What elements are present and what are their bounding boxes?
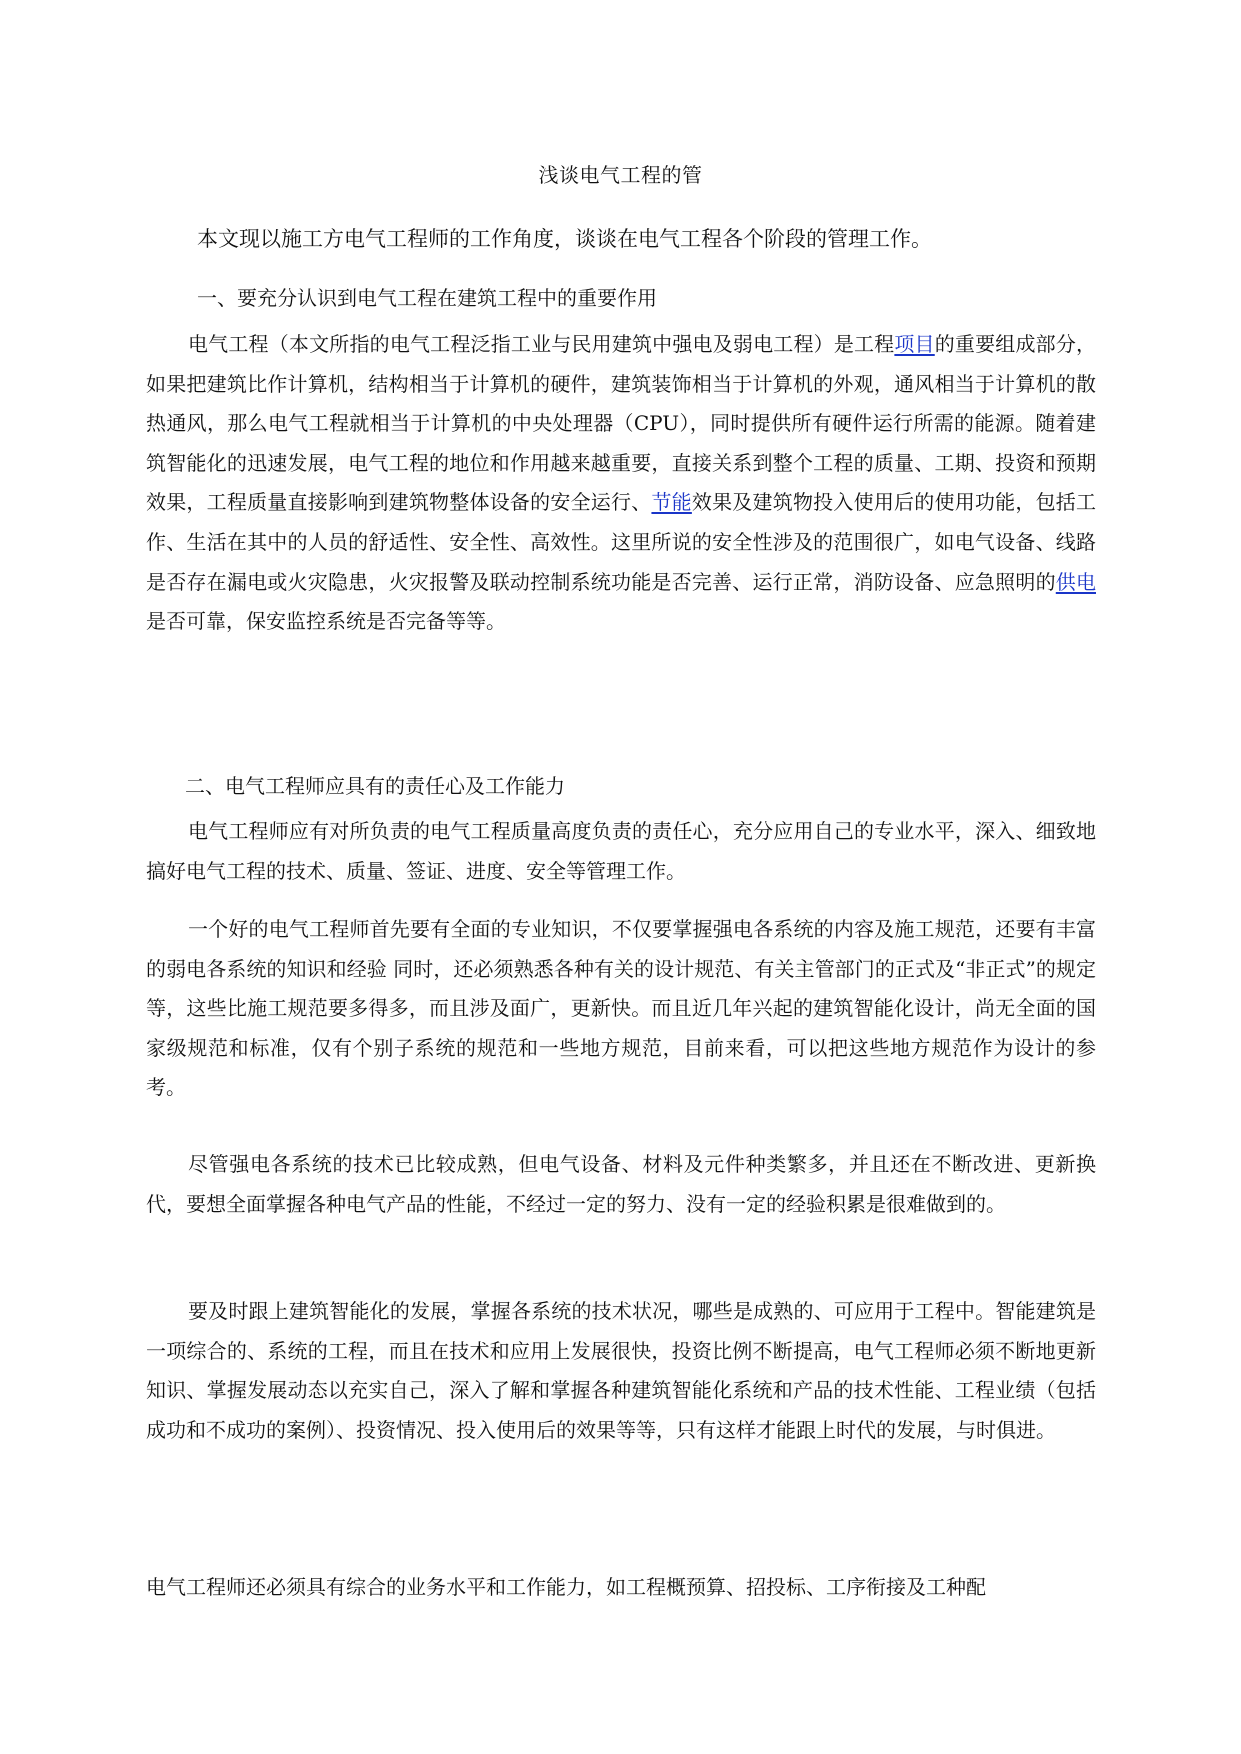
paragraph-importance xyxy=(146,325,1096,642)
paragraph-comprehensive-skills: 电气工程师还必须具有综合的业务水平和工作能力，如工程概预算、招投标、工序衔接及工种配 xyxy=(146,1575,986,1599)
document-title: 浅谈电气工程的管 xyxy=(538,163,703,187)
paragraph-equipment: 尽管强电各系统的技术已比较成熟，但电气设备、材料及元件种类繁多，并且还在不断改进、更新换代，要想全面掌握各种电气产品的性能，不经过一定的努力、没有一定的经验积累是很难做到的。 xyxy=(146,1152,1096,1216)
paragraph-text: 电气工程（本文所指的电气工程泛指工业与民用建筑中强电及弱电工程）是工程 xyxy=(188,332,895,356)
section-heading-1: 一、要充分认识到电气工程在建筑工程中的重要作用 xyxy=(197,286,657,310)
paragraph-text: 的重要组成部分，如果把建筑比作计算机，结构相当于计算机的硬件，建筑装饰相当于计算机的外观，通风相当于计算机的散热通风，那么电气工程就相当于计算机的中央处理器（CPU），同时提供所有硬件运行所需的能源。随着建筑智能化的迅速发展，电气工程的地位和作用越来越重要，直接关系到整个工程的质量、工期、投资和预期效果，工程质量直接影响到建筑物整体设备的安全运行、 xyxy=(146,332,1097,515)
paragraph-text: 效果及建筑物投入使用后的使用功能，包括工作、生活在其中的人员的舒适性、安全性、高效性。这里所说的安全性涉及的范围很广，如电气设备、线路是否存在漏电或火灾隐患，火灾报警及联动控制系统功能是否完善、运行正常，消防设备、应急照明的 xyxy=(146,490,1097,594)
paragraph-text: 是否可靠，保安监控系统是否完备等等。 xyxy=(146,609,506,634)
link-project[interactable]: 项目 xyxy=(894,332,935,356)
link-power-supply[interactable]: 供电 xyxy=(1055,569,1096,594)
section-heading-2: 二、电气工程师应具有的责任心及工作能力 xyxy=(185,774,565,798)
link-energy-saving[interactable]: 节能 xyxy=(651,490,692,515)
intro-paragraph: 本文现以施工方电气工程师的工作角度，谈谈在电气工程各个阶段的管理工作。 xyxy=(197,227,932,251)
paragraph-responsibility: 电气工程师应有对所负责的电气工程质量高度负责的责任心，充分应用自己的专业水平，深入、细致地搞好电气工程的技术、质量、签证、进度、安全等管理工作。 xyxy=(146,819,1096,883)
paragraph-intelligent-building: 要及时跟上建筑智能化的发展，掌握各系统的技术状况，哪些是成熟的、可应用于工程中。智能建筑是一项综合的、系统的工程，而且在技术和应用上发展很快，投资比例不断提高，电气工程师必须不断地更新知识、掌握发展动态以充实自己，深入了解和掌握各种建筑智能化系统和产品的技术性能、工程业绩（包括成功和不成功的案例）、投资情况、投入使用后的效果等等，只有这样才能跟上时代的发展，与时俱进。 xyxy=(146,1299,1096,1442)
paragraph-knowledge: 一个好的电气工程师首先要有全面的专业知识，不仅要掌握强电各系统的内容及施工规范，还要有丰富的弱电各系统的知识和经验 同时，还必须熟悉各种有关的设计规范、有关主管部门的正式及“非正式”的规定等，这些比施工规范要多得多，而且涉及面广，更新快。而且近几年兴起的建筑智能化设计，尚无全面的国家级规范和标准，仅有个别子系统的规范和一些地方规范，目前来看，可以把这些地方规范作为设计的参考。 xyxy=(146,917,1096,1100)
